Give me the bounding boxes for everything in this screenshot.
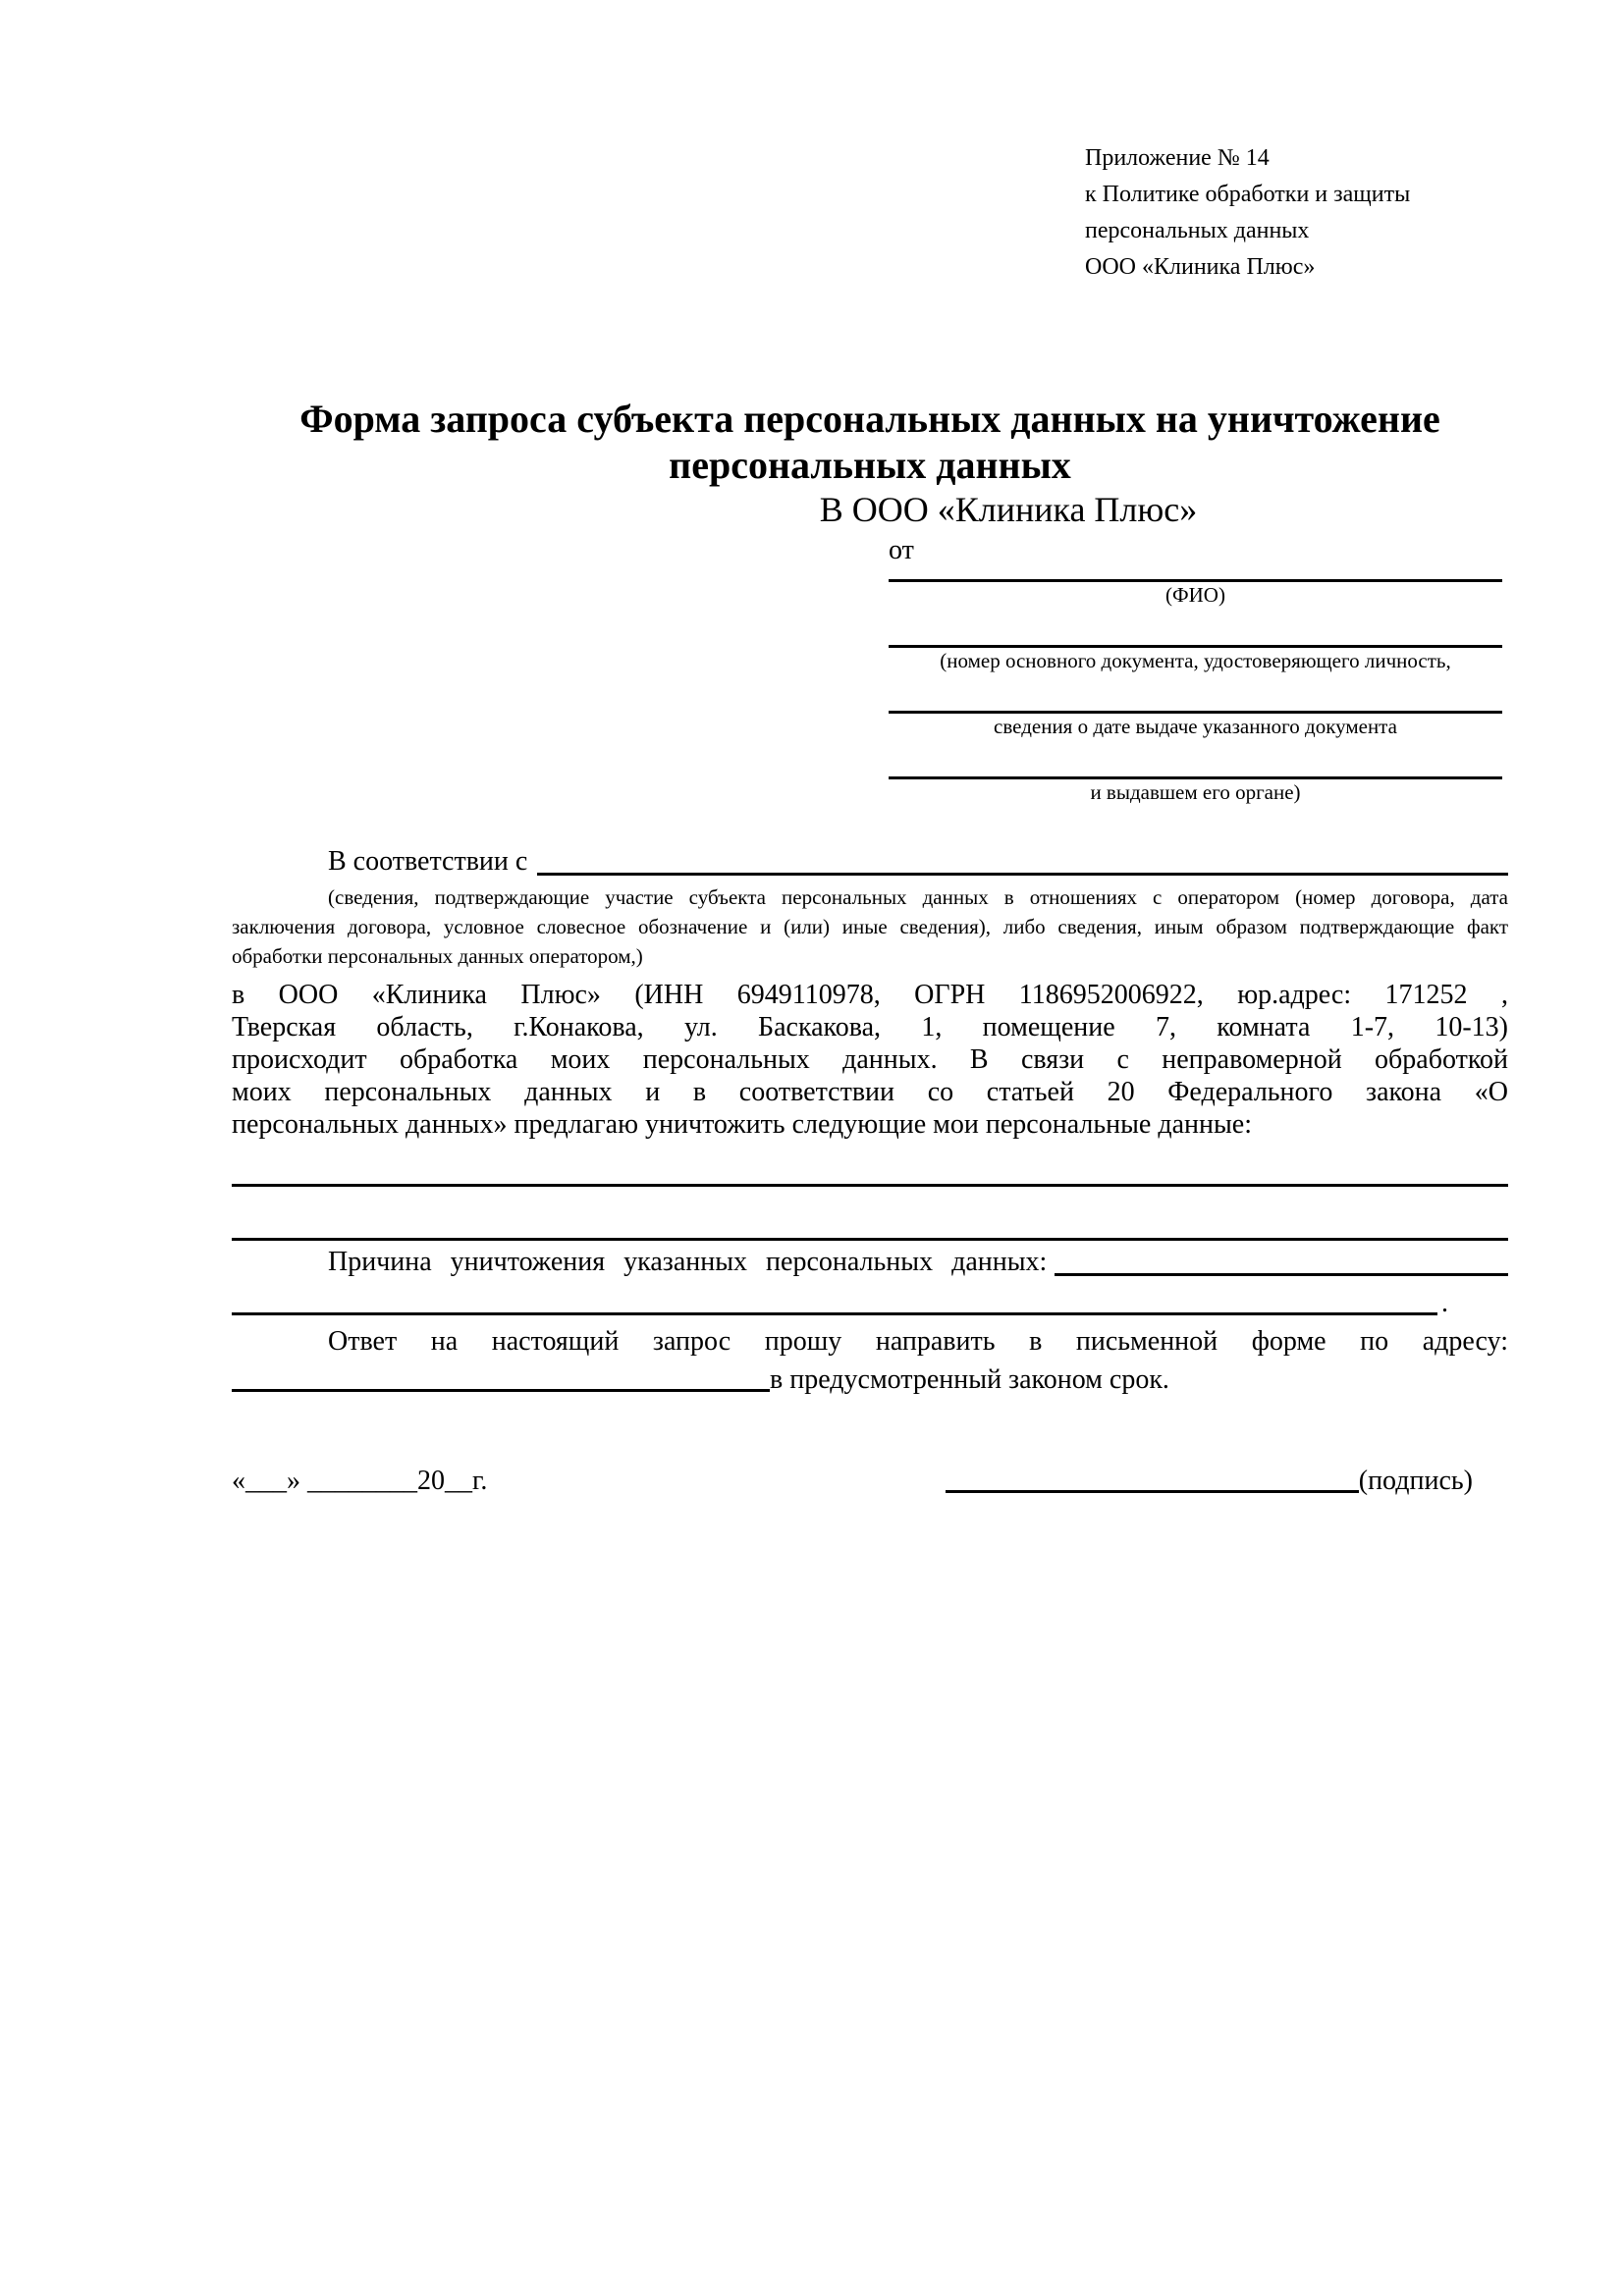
document-number-field: [889, 620, 1502, 674]
document-number-caption: (номер основного документа, удостоверяющего личность,: [940, 649, 1451, 672]
personal-data-input-line[interactable]: [232, 1141, 1508, 1187]
addressee-line: В ООО «Клиника Плюс»: [819, 490, 1198, 529]
fio-caption: (ФИО): [1165, 583, 1225, 607]
appendix-block: [1085, 140, 1508, 286]
reason-input-line[interactable]: [232, 1284, 1437, 1315]
answer-lead-line: Ответ на настоящий запрос прошу направить в письменной форме по адресу:: [328, 1326, 1508, 1357]
signature-block: [946, 1461, 1473, 1501]
body-line: моих персональных данных и в соответствии со статьей 20 Федерального закона «О: [232, 1077, 1508, 1107]
fio-input-line[interactable]: [889, 570, 1502, 582]
body-line: персональных данных» предлагаю уничтожить следующие мои персональные данные:: [232, 1109, 1252, 1140]
accordance-row: [232, 841, 1508, 882]
body-line: происходит обработка моих персональных данных. В связи с неправомерной обработкой: [232, 1044, 1508, 1075]
appendix-line: ООО «Клиника Плюс»: [1085, 254, 1316, 280]
reason-row: [232, 1241, 1508, 1284]
signature-input-line[interactable]: [946, 1461, 1359, 1493]
form-title-line: персональных данных: [669, 443, 1071, 487]
accordance-lead: В соответствии с: [328, 846, 528, 877]
appendix-line: к Политике обработки и защиты: [1085, 182, 1411, 207]
document-number-input-line[interactable]: [889, 620, 1502, 648]
accordance-note: [232, 882, 1508, 971]
accordance-note-line: (сведения, подтверждающие участие субъекта персональных данных в отношениях с оператором (номер договора, дата: [328, 885, 1508, 909]
period: .: [1441, 1288, 1448, 1318]
answer-address-row: [232, 1361, 1508, 1400]
form-title: [232, 396, 1508, 488]
issue-date-caption: сведения о дате выдаче указанного документа: [994, 715, 1397, 738]
issuing-authority-field: [889, 752, 1502, 806]
issuing-authority-caption: и выдавшем его органе): [1090, 780, 1301, 804]
fio-field: [889, 570, 1502, 609]
answer-tail: в предусмотренный законом срок.: [770, 1364, 1169, 1395]
reason-continuation-row: [232, 1284, 1508, 1323]
footer-row: [232, 1461, 1508, 1501]
appendix-line: персональных данных: [1085, 218, 1310, 243]
personal-data-input-line[interactable]: [232, 1187, 1508, 1241]
address-input-line[interactable]: [232, 1361, 770, 1392]
form-title-line: Форма запроса субъекта персональных данных на уничтожение: [299, 397, 1440, 441]
accordance-note-line: заключения договора, условное словесное обозначение и (или) иные сведения), либо сведения, иным образом подтверждающие факт: [232, 915, 1508, 938]
accordance-input-line[interactable]: [537, 841, 1508, 876]
issuing-authority-input-line[interactable]: [889, 752, 1502, 779]
body-paragraph: [232, 979, 1508, 1141]
signature-caption: (подпись): [1358, 1466, 1473, 1496]
reason-lead: Причина уничтожения указанных персональных данных:: [328, 1247, 1048, 1277]
body-line: в ООО «Клиника Плюс» (ИНН 6949110978, ОГРН 1186952006922, юр.адрес: 171252 ,: [232, 980, 1508, 1010]
issue-date-input-line[interactable]: [889, 686, 1502, 714]
reason-input-line[interactable]: [1055, 1241, 1508, 1276]
appendix-line: Приложение № 14: [1085, 145, 1270, 171]
accordance-note-line: обработки персональных данных оператором,): [232, 944, 643, 968]
date-placeholder: «___» ________20__г.: [232, 1466, 488, 1496]
body-line: Тверская область, г.Конакова, ул. Баскакова, 1, помещение 7, комната 1-7, 10-13): [232, 1012, 1508, 1042]
issue-date-field: [889, 686, 1502, 740]
from-label: от: [889, 535, 914, 565]
